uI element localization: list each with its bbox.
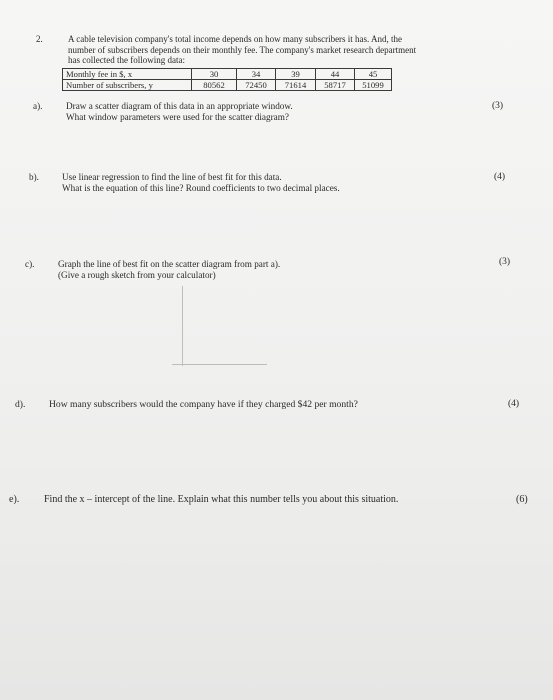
intro-line-1: A cable television company's total income depends on how many subscribers it has. And, the [68, 34, 403, 44]
table-row-fee [63, 69, 392, 80]
table-cell: 51099 [355, 80, 392, 91]
table-cell: 34 [237, 69, 276, 80]
table-cell: 72450 [237, 80, 276, 91]
part-d-line-1: How many subscribers would the company have if they charged $42 per month? [49, 399, 358, 410]
part-b-marks: (4) [494, 172, 506, 182]
part-e-marks: (6) [516, 494, 528, 505]
part-a-label: a). [33, 101, 43, 111]
table-cell: 58717 [316, 80, 355, 91]
intro-line-3: has collected the following data: [68, 55, 185, 65]
part-c-text [58, 259, 478, 281]
table-cell: 39 [276, 69, 316, 80]
part-d-text [49, 399, 469, 410]
intro-line-2: number of subscribers depends on their monthly fee. The company's market research department [68, 44, 417, 55]
part-a-line-2: What window parameters were used for the scatter diagram? [66, 112, 289, 122]
table-cell: 45 [355, 69, 392, 80]
part-e-line-1: Find the x – intercept of the line. Explain what this number tells you about this situation. [44, 494, 399, 505]
part-b-line-2: What is the equation of this line? Round coefficients to two decimal places. [62, 183, 340, 193]
part-b-line-1: Use linear regression to find the line of best fit for this data. [62, 172, 282, 182]
part-a-line-1: Draw a scatter diagram of this data in an appropriate window. [66, 101, 293, 111]
question-number: 2. [36, 34, 43, 44]
part-a-marks: (3) [492, 101, 504, 111]
part-b-label: b). [29, 172, 39, 182]
part-d-label: d). [15, 399, 26, 410]
part-c-line-2: (Give a rough sketch from your calculator) [58, 270, 216, 280]
part-c-line-1: Graph the line of best fit on the scatter diagram from part a). [58, 259, 281, 269]
table-cell: 80562 [192, 80, 237, 91]
part-b-text [62, 172, 482, 194]
question-intro [68, 34, 538, 66]
table-cell: 44 [316, 69, 355, 80]
row-label-subscribers: Number of subscribers, y [63, 80, 192, 91]
table-cell: 71614 [276, 80, 316, 91]
part-e-label: e). [9, 494, 20, 505]
table-row-subscribers [63, 80, 392, 91]
faint-axis-horizontal [172, 364, 267, 365]
data-table [62, 68, 392, 91]
part-c-label: c). [25, 259, 35, 269]
row-label-fee: Monthly fee in $, x [63, 69, 192, 80]
faint-axis-vertical [182, 286, 183, 366]
table-cell: 30 [192, 69, 237, 80]
part-c-marks: (3) [499, 257, 511, 267]
part-a-text [66, 101, 466, 123]
part-e-text [44, 494, 514, 505]
part-d-marks: (4) [508, 399, 520, 409]
